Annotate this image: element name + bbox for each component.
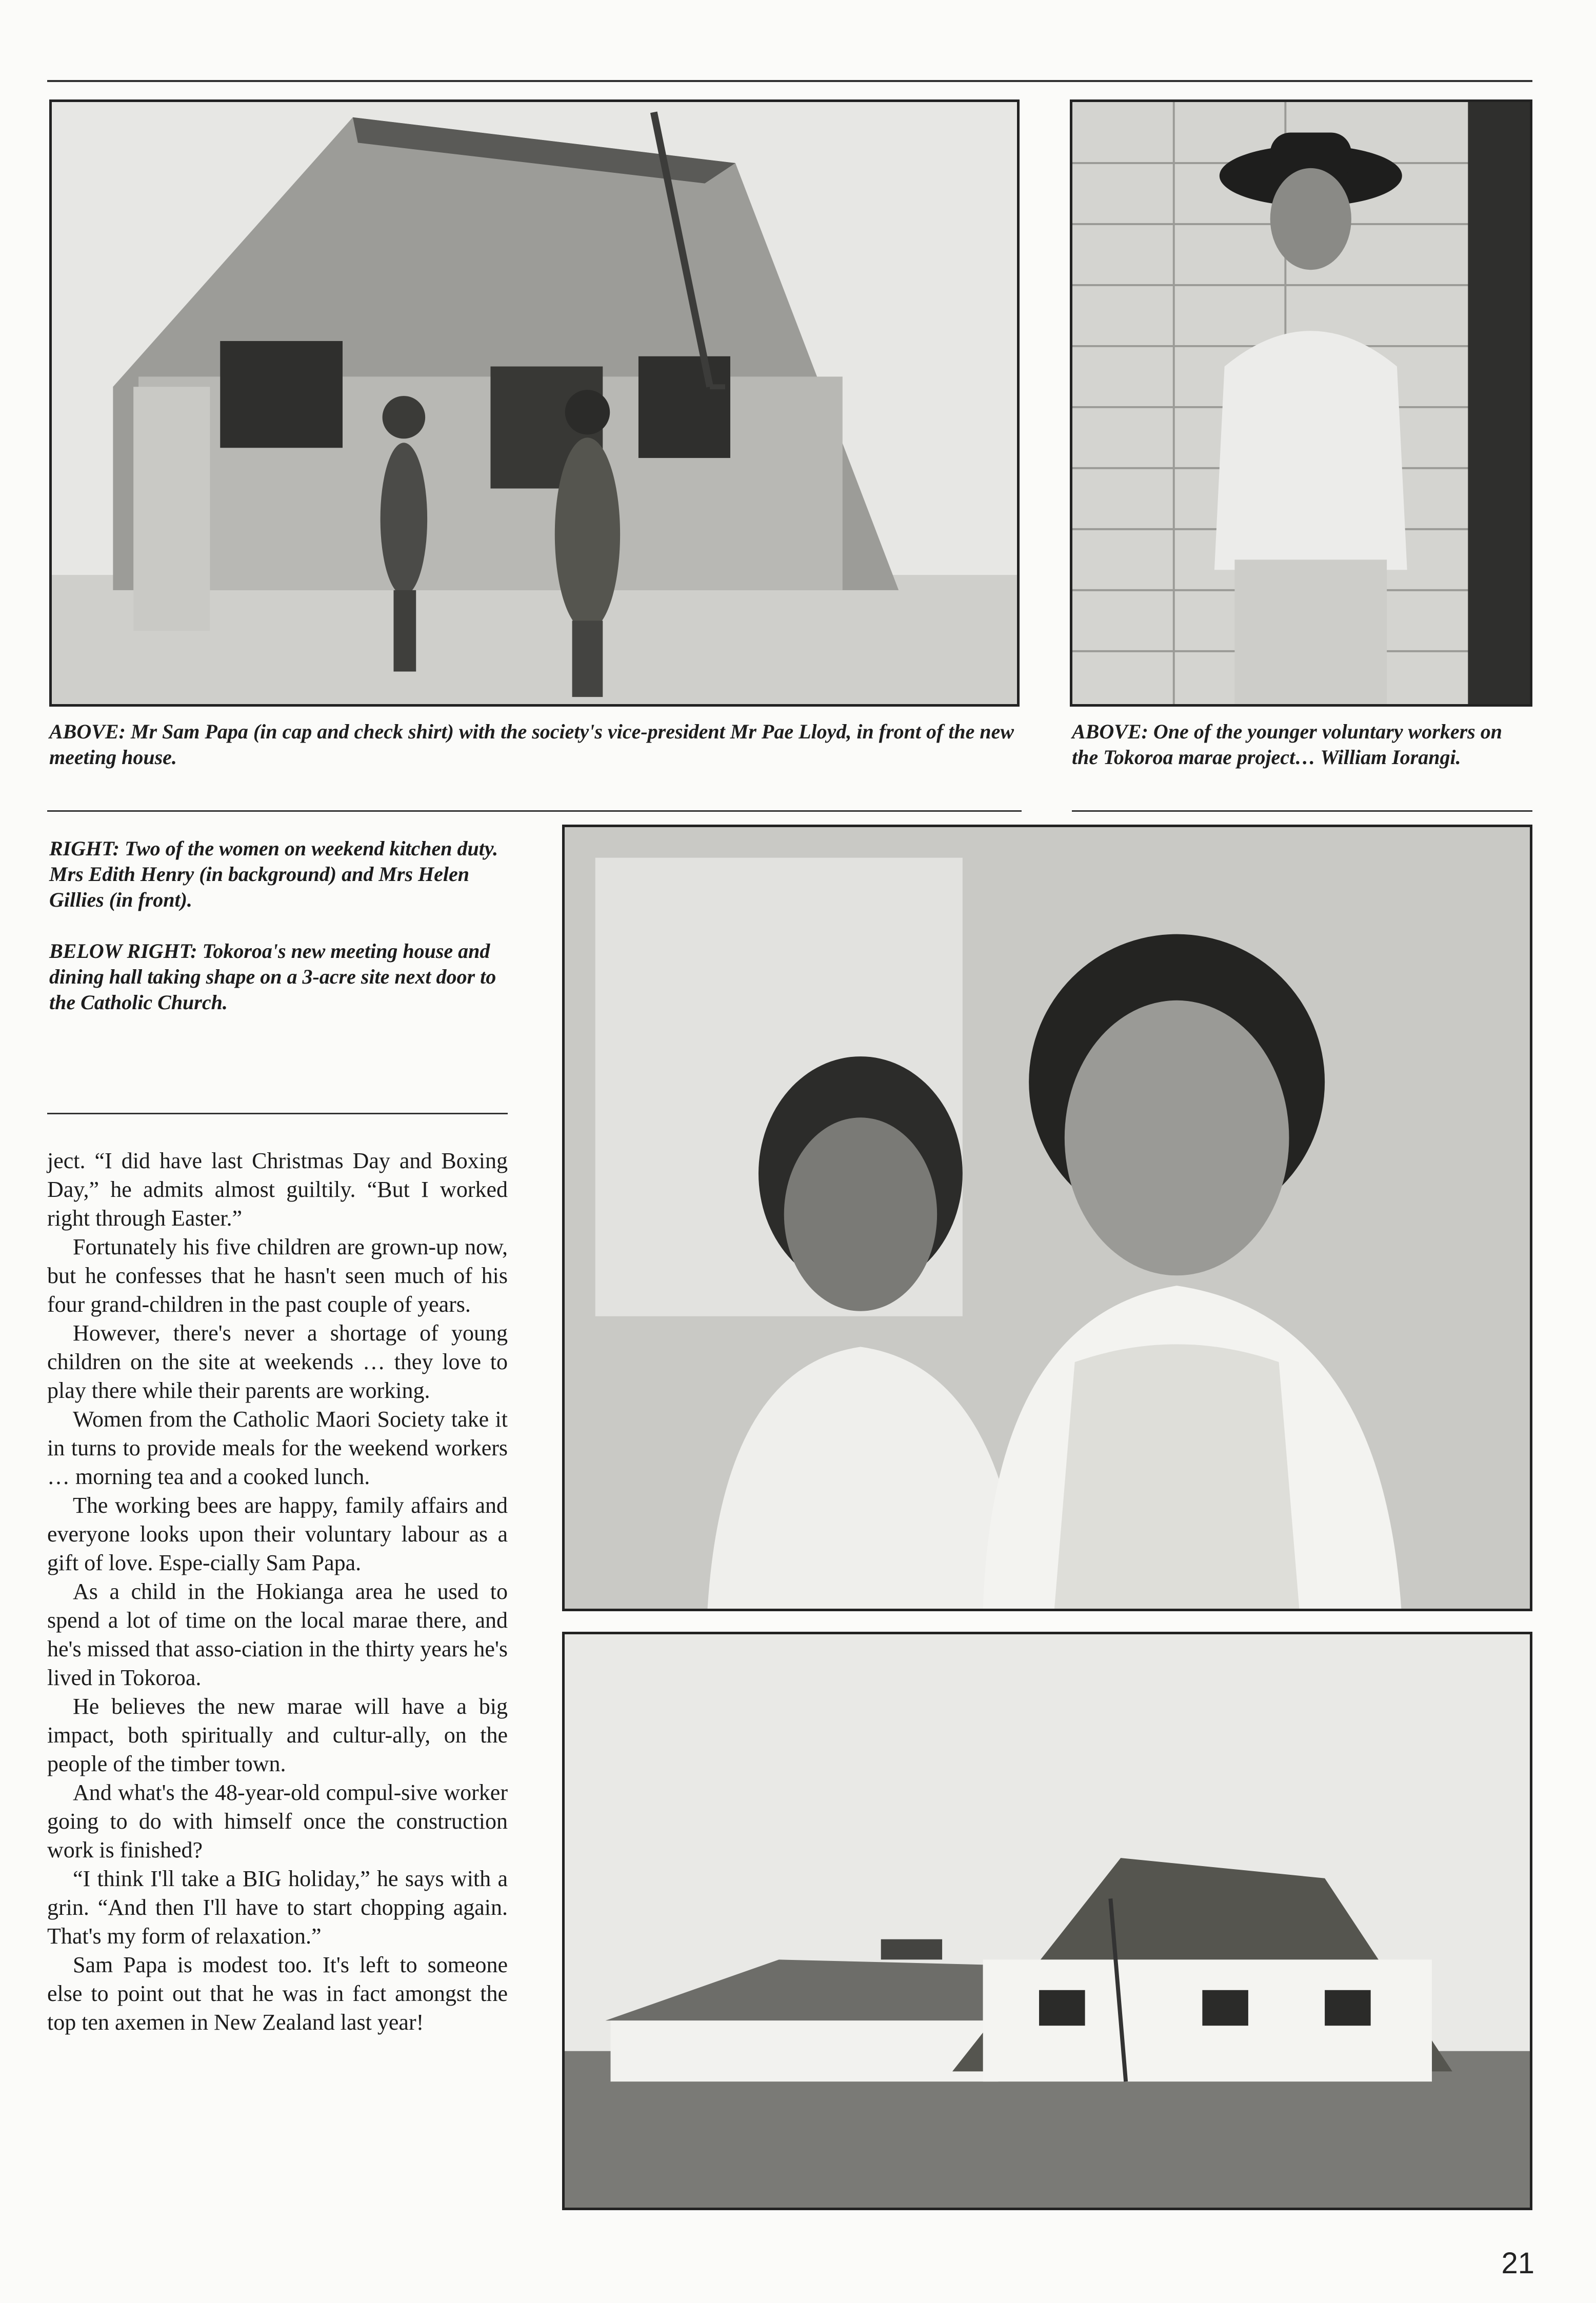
article-paragraph: Women from the Catholic Maori Society take it in turns to provide meals for the weekend workers … morning tea and a cooked lunch. — [47, 1407, 508, 1489]
article-paragraph: And what's the 48-year-old compul-sive worker going to do with himself once the construction work is finished? — [47, 1780, 508, 1863]
article-paragraph: However, there's never a shortage of young children on the site at weekends … they love to play there while their parents are working. — [47, 1320, 508, 1403]
article-paragraph: The working bees are happy, family affairs and everyone looks upon their voluntary labour as a gift of love. Espe-cially Sam Papa. — [47, 1493, 508, 1575]
photo-kitchen-women — [562, 825, 1532, 1611]
article-paragraph: “I think I'll take a BIG holiday,” he says with a grin. “And then I'll have to start chopping again. That's my form of relaxation.” — [47, 1866, 508, 1949]
top-rule — [47, 80, 1532, 82]
photo-young-worker — [1070, 99, 1532, 707]
side-captions — [49, 836, 511, 1041]
photo-meeting-house — [49, 99, 1020, 707]
caption-kitchen: RIGHT: Two of the women on weekend kitchen duty. Mrs Edith Henry (in background) and Mrs Helen Gillies (in front). — [49, 837, 498, 911]
article-paragraph: Sam Papa is modest too. It's left to someone else to point out that he was in fact amongst the top ten axemen in New Zealand last year! — [47, 1952, 508, 2035]
kitchen-women-illustration — [565, 827, 1530, 1609]
caption-meeting-house: ABOVE: Mr Sam Papa (in cap and check shirt) with the society's vice-president Mr Pae Lloyd, in front of the new meeting house. — [49, 720, 1014, 769]
caption-young-worker: ABOVE: One of the younger voluntary workers on the Tokoroa marae project… William Iorangi. — [1072, 720, 1502, 769]
side-caption-rule — [47, 1113, 508, 1114]
caption-dining-hall: BELOW RIGHT: Tokoroa's new meeting house and dining hall taking shape on a 3-acre site next door to the Catholic Church. — [49, 939, 496, 1014]
dining-hall-illustration — [565, 1634, 1530, 2208]
caption-rule-right — [1072, 810, 1532, 812]
photo-dining-hall — [562, 1632, 1532, 2210]
article-body — [47, 1147, 508, 2037]
caption-rule-left — [47, 810, 1022, 812]
article-paragraph: ject. “I did have last Christmas Day and Boxing Day,” he admits almost guiltily. “But I worked right through Easter.” — [47, 1148, 508, 1231]
article-paragraph: Fortunately his five children are grown-up now, but he confesses that he hasn't seen much of his four grand-children in the past couple of years. — [47, 1234, 508, 1317]
young-worker-illustration — [1072, 102, 1530, 704]
article-paragraph: He believes the new marae will have a big impact, both spiritually and cultur-ally, on the people of the timber town. — [47, 1694, 508, 1776]
meeting-house-illustration — [52, 102, 1017, 704]
article-paragraph: As a child in the Hokianga area he used to spend a lot of time on the local marae there, and he's missed that asso-ciation in the thirty years he's lived in Tokoroa. — [47, 1579, 508, 1690]
page-number: 21 — [1501, 2247, 1534, 2280]
